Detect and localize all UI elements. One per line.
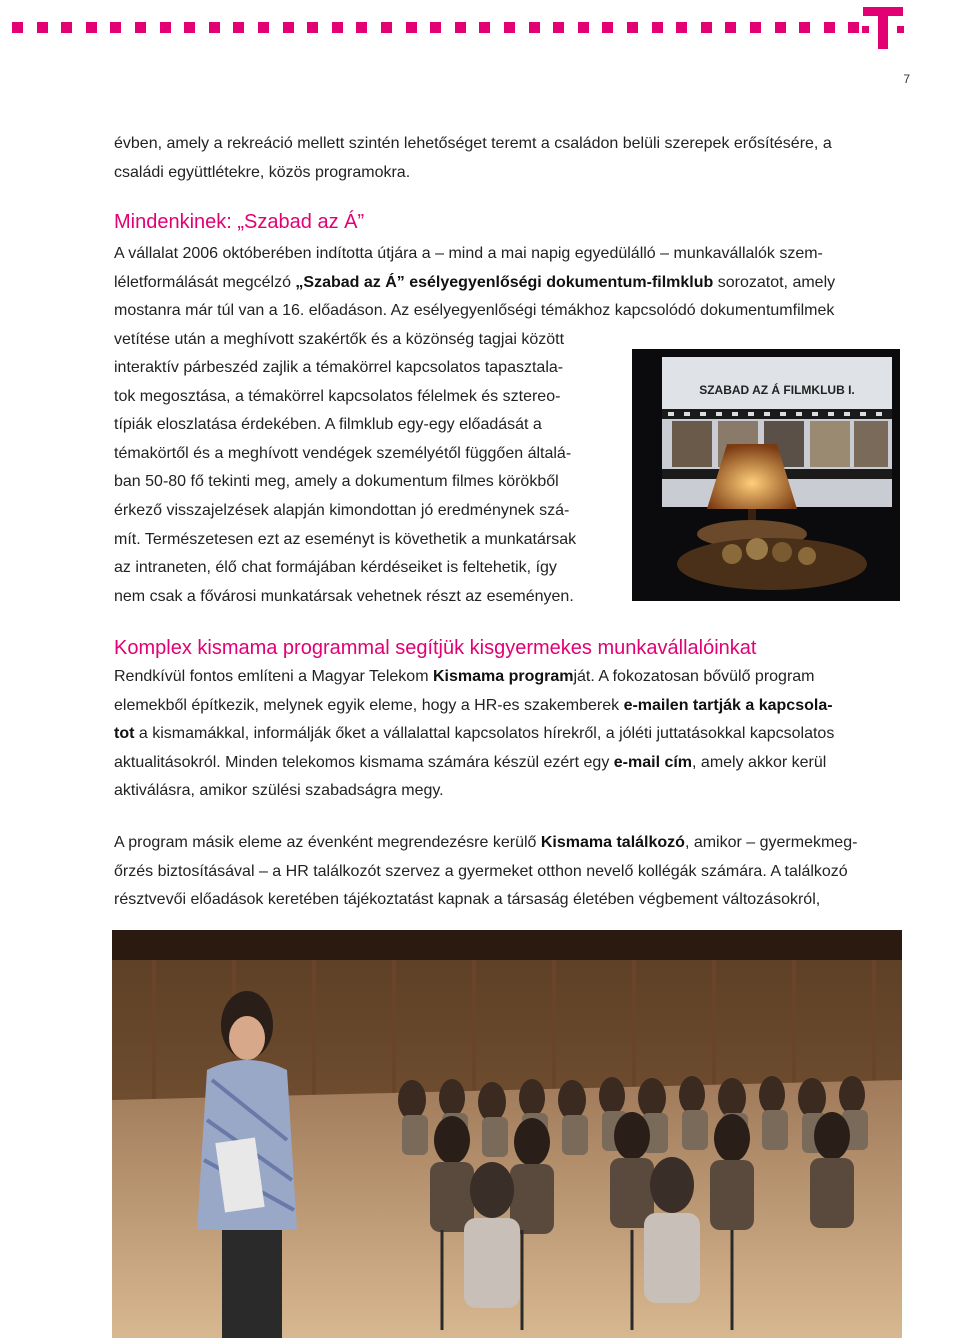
header-dot xyxy=(332,22,343,33)
header-dot xyxy=(307,22,318,33)
header-dot xyxy=(209,22,220,33)
header-dot xyxy=(381,22,392,33)
text-line: témakörtől és a meghívott vendégek személyétől függően általá- xyxy=(114,444,572,462)
text-line: interaktív párbeszéd zajlik a témakörrel kapcsolatos tapasztala- xyxy=(114,359,564,376)
header-dot xyxy=(233,22,244,33)
text-line: nem csak a fővárosi munkatársak vehetnek részt az eseményen. xyxy=(114,587,574,605)
header-dot xyxy=(725,22,736,33)
text-line: típiák eloszlatása érdekében. A filmklub egy-egy előadását a xyxy=(114,416,542,434)
audience-photo-illustration xyxy=(112,930,902,1338)
header-dot-row xyxy=(0,22,850,34)
header-dot xyxy=(356,22,367,33)
telekom-t-logo xyxy=(858,2,908,50)
text-line: Rendkívül fontos említeni a Magyar Telekom Kismama programját. A fokozatosan bővülő program xyxy=(114,668,815,685)
header-dot xyxy=(184,22,195,33)
section2-paragraph1 xyxy=(114,663,904,806)
text-line: családi együttlétekre, közös programokra. xyxy=(114,163,411,181)
header-dot xyxy=(258,22,269,33)
section1-paragraph xyxy=(114,240,904,354)
header-dot xyxy=(775,22,786,33)
text-line: vetítése után a meghívott szakértők és a közönség tagjai között xyxy=(114,330,565,348)
text-line: mít. Természetesen ezt az eseményt is követhetik a munkatársak xyxy=(114,530,577,548)
header-dot xyxy=(86,22,97,33)
text-line: mostanra már túl van a 16. előadáson. Az esélyegyenlőségi témákhoz kapcsolódó dokumentumfilmek xyxy=(114,302,835,320)
text-line: aktualitásokról. Minden telekomos kismama számára készül ezért egy e-mail cím, amely akkor kerül xyxy=(114,753,827,771)
header-dot xyxy=(553,22,564,33)
page-number: 7 xyxy=(903,72,910,86)
text-line: érkező visszajelzések alapján kimondottan jó eredménynek szá- xyxy=(114,501,570,519)
section-heading-szabad-az-a: Mindenkinek: „Szabad az Á” xyxy=(114,211,365,233)
text-line: aktiválásra, amikor szülési szabadságra megy. xyxy=(114,782,444,800)
text-line: tok megosztása, a témakörrel kapcsolatos félelmek és sztereo- xyxy=(114,387,561,405)
header-dot xyxy=(406,22,417,33)
header-dot xyxy=(479,22,490,33)
header-dot xyxy=(750,22,761,33)
bold-program-name: „Szabad az Á” esélyegyenlőségi dokumentum-filmklub xyxy=(295,273,714,291)
section1-wrapped-text xyxy=(114,354,614,611)
header-dot xyxy=(12,22,23,33)
header-dot xyxy=(504,22,515,33)
text-line: elemekből építkezik, melynek egyik eleme, hogy a HR-es szakemberek e-mailen tartják a kapcsola- xyxy=(114,696,833,714)
header-dot xyxy=(61,22,72,33)
filmklub-photo xyxy=(632,349,900,601)
text-line: ban 50-80 fő tekinti meg, amely a dokumentum filmes körökből xyxy=(114,473,559,491)
header-dot xyxy=(283,22,294,33)
text-line: léletformálását megcélzó „Szabad az Á” esélyegyenlőségi dokumentum-filmklub sorozatot, amely xyxy=(114,273,836,291)
section2-paragraph2 xyxy=(114,829,904,915)
section-heading-kismama: Komplex kismama programmal segítjük kisgyermekes munkavállalóinkat xyxy=(114,637,757,659)
text-line: tot a kismamákkal, informálják őket a vállalattal kapcsolatos hírekről, a jóléti juttatásokkal kapcsolatos xyxy=(114,725,835,743)
header-dot xyxy=(160,22,171,33)
header-dot xyxy=(135,22,146,33)
header-dot xyxy=(110,22,121,33)
header-dot xyxy=(455,22,466,33)
intro-paragraph xyxy=(114,130,904,187)
text-line: A program másik eleme az évenként megrendezésre kerülő Kismama találkozó, amikor – gyermekmeg- xyxy=(114,834,858,851)
header-dot xyxy=(578,22,589,33)
header-dot xyxy=(824,22,835,33)
screen-title-text: SZABAD AZ Á FILMKLUB I. xyxy=(699,383,855,397)
header-dot xyxy=(652,22,663,33)
header-dot xyxy=(430,22,441,33)
text-line: résztvevői előadások keretében tájékoztatást kapnak a társaság életében végbement változásokról, xyxy=(114,891,821,909)
text-line: őrzés biztosításával – a HR találkozót szervez a gyermeket otthon nevelő kollégák számára. A találkozó xyxy=(114,862,848,880)
filmklub-photo-illustration xyxy=(632,349,900,601)
header-dot xyxy=(37,22,48,33)
header-dot xyxy=(529,22,540,33)
header-dot xyxy=(676,22,687,33)
text-line: A vállalat 2006 októberében indította útjára a – mind a mai napig egyedülálló – munkavállalók szem- xyxy=(114,245,823,262)
kismama-meeting-photo xyxy=(112,930,902,1338)
text-line: évben, amely a rekreáció mellett szintén lehetőséget teremt a családon belüli szerepek erősítésére, a xyxy=(114,135,832,152)
header-dot xyxy=(799,22,810,33)
header-dot xyxy=(627,22,638,33)
text-line: az intraneten, élő chat formájában kérdéseiket is feltehetik, így xyxy=(114,559,557,577)
header-dot xyxy=(602,22,613,33)
header-dot xyxy=(701,22,712,33)
